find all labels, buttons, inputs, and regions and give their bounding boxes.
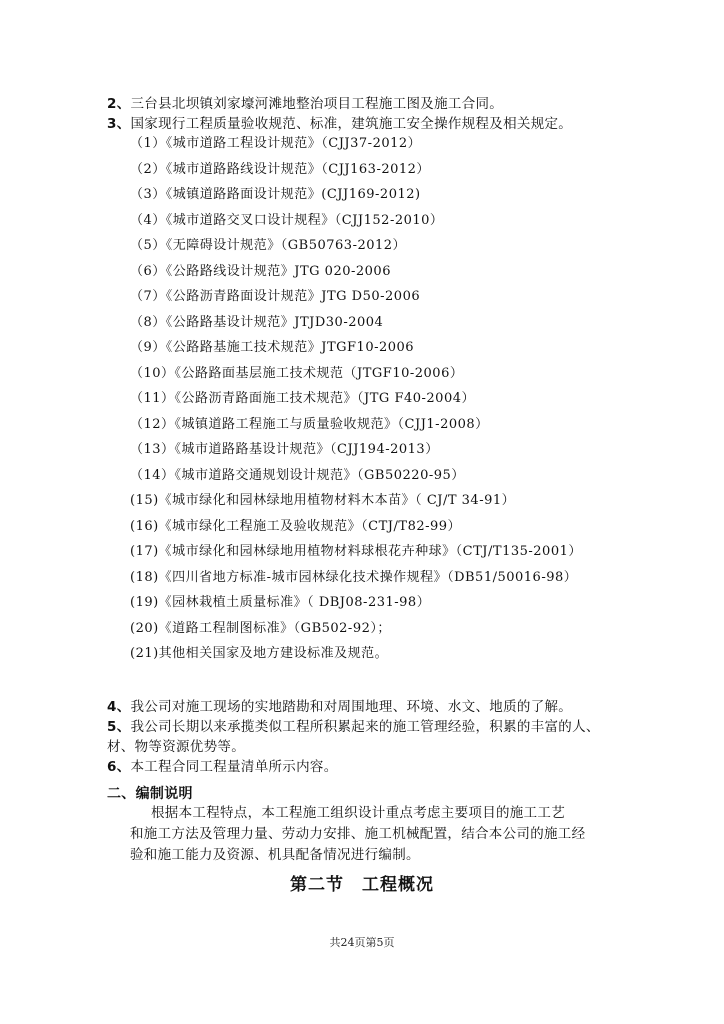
item-2 [107, 94, 503, 114]
item-number: 6、 [107, 759, 131, 775]
item-number: 3、 [107, 116, 131, 132]
standard-item: （6）《公路路线设计规范》JTG 020-2006 [130, 264, 391, 279]
standard-item: (20)《道路工程制图标准》（GB502-92）； [130, 621, 391, 636]
standard-item: (16)《城市绿化工程施工及验收规范》（CTJ/T82-99） [130, 519, 462, 534]
item-number: 2、 [107, 96, 131, 112]
section-title: 第二节 工程概况 [290, 875, 434, 895]
standard-item: （13）《城市道路路基设计规范》（CJJ194-2013） [130, 442, 439, 457]
standard-item: （2）《城市道路路线设计规范》（CJJ163-2012） [130, 162, 430, 177]
standard-item: (19)《园林栽植土质量标准》（ DBJ08-231-98） [130, 595, 431, 610]
standard-item: （8）《公路路基设计规范》JTJD30-2004 [130, 315, 384, 330]
item-text: 三台县北坝镇刘家壕河滩地整治项目工程施工图及施工合同。 [130, 96, 504, 112]
standard-item: （7）《公路沥青路面设计规范》JTG D50-2006 [130, 289, 421, 304]
item-5-continued [107, 737, 245, 757]
item-5 [107, 717, 600, 737]
item-number: 4、 [107, 699, 131, 715]
standard-item: （4）《城市道路交叉口设计规程》（CJJ152-2010） [130, 213, 444, 228]
standard-item: (15)《城市绿化和园林绿地用植物材料木本苗》（ CJ/T 34-91） [130, 493, 516, 508]
item-text: 我公司长期以来承揽类似工程所积累起来的施工管理经验，积累的丰富的人、 [130, 719, 600, 735]
item-text: 材、物等资源优势等。 [107, 739, 245, 755]
standard-item: （10）《公路路面基层施工技术规范（JTGF10-2006） [130, 366, 464, 381]
standard-item: (21)其他相关国家及地方建设标准及规范。 [130, 646, 389, 661]
standard-item: (18)《四川省地方标准-城市园林绿化技术操作规程》（DB51/50016-98） [130, 570, 578, 585]
item-text: 我公司对施工现场的实地踏勘和对周围地理、环境、水文、地质的了解。 [130, 699, 573, 715]
item-text: 本工程合同工程量清单所示内容。 [130, 759, 338, 775]
standard-item: （14）《城市道路交通规划设计规范》（GB50220-95） [130, 468, 465, 483]
standard-item: （5）《无障碍设计规范》（GB50763-2012） [130, 238, 407, 253]
standard-item: （3）《城镇道路路面设计规范》(CJJ169-2012) [130, 187, 421, 202]
item-6 [107, 757, 338, 777]
standard-item: （11）《公路沥青路面施工技术规范》（JTG F40-2004） [130, 391, 475, 406]
paragraph-line: 和施工方法及管理力量、劳动力安排、施工机械配置，结合本公司的施工经 [130, 826, 586, 842]
standard-item: (17)《城市绿化和园林绿地用植物材料球根花卉种球》（CTJ/T135-2001） [130, 544, 582, 559]
standard-item: （12）《城镇道路工程施工与质量验收规范》（CJJ1-2008） [130, 417, 489, 432]
item-text: 国家现行工程质量验收规范、标准，建筑施工安全操作规程及相关规定。 [130, 116, 573, 132]
standard-item: （9）《公路路基施工技术规范》JTGF10-2006 [130, 340, 415, 355]
item-4 [107, 697, 572, 717]
paragraph-line: 根据本工程特点，本工程施工组织设计重点考虑主要项目的施工工艺 [151, 805, 565, 821]
item-number: 5、 [107, 719, 131, 735]
page-footer: 共24页第5页 [329, 936, 395, 949]
standard-item: （1）《城市道路工程设计规范》（CJJ37-2012） [130, 136, 422, 151]
section-heading: 二、编制说明 [107, 786, 193, 802]
item-3 [107, 114, 572, 134]
paragraph-line: 验和施工能力及资源、机具配备情况进行编制。 [130, 847, 420, 863]
